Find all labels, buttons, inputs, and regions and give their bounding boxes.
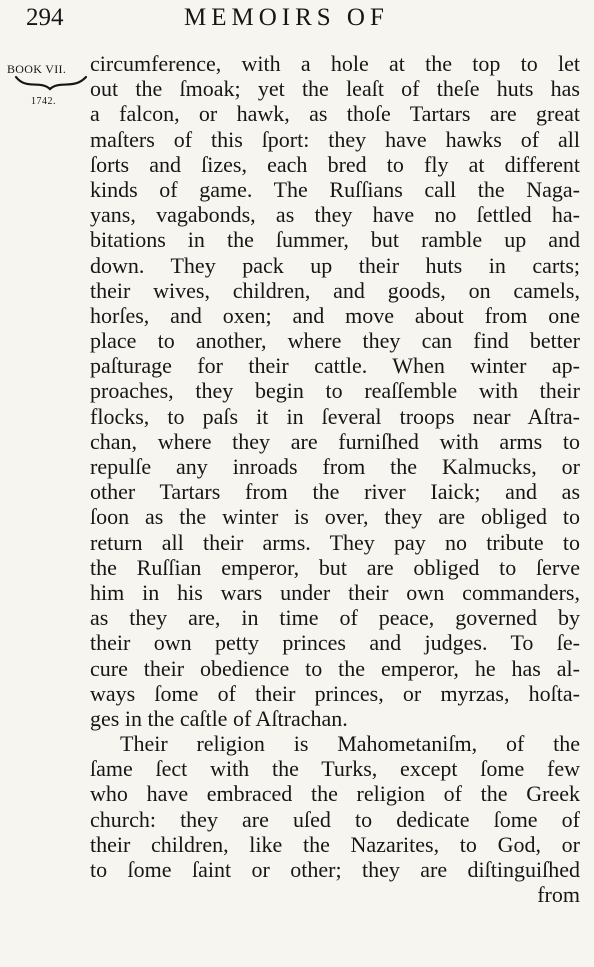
text-line-9: down. They pack up their huts in carts;	[90, 252, 580, 278]
text-line-15: flocks, to paſs it in ſeveral troops near Aſtra-	[90, 403, 580, 429]
text-line-21: the Ruſſian emperor, but are obliged to ſerve	[90, 554, 580, 580]
text-line-20: return all their arms. They pay no tribute to	[90, 529, 580, 555]
text-line-18: other Tartars from the river Iaick; and as	[90, 479, 580, 505]
text-line-31: church: they are uſed to dedicate ſome of	[90, 806, 580, 832]
text-line-29: ſame ſect with the Turks, except ſome few	[90, 756, 580, 782]
body-text	[90, 51, 580, 907]
text-line-11: horſes, and oxen; and move about from one	[90, 302, 580, 328]
text-line-4: maſters of this ſport: they have hawks of all	[90, 126, 580, 152]
text-line-25: cure their obedience to the emperor, he has al-	[90, 655, 580, 681]
text-line-5: ſorts and ſizes, each bred to fly at different	[90, 151, 580, 177]
text-line-27: ges in the caſtle of Aſtrachan.	[90, 705, 348, 731]
text-line-30: who have embraced the religion of the Greek	[90, 781, 580, 807]
margin-book-label: BOOK VII.	[7, 62, 67, 76]
text-line-3: a falcon, or hawk, as thoſe Tartars are great	[90, 101, 580, 127]
text-line-22: him in his wars under their own commanders,	[90, 579, 580, 605]
text-line-19: ſoon as the winter is over, they are obliged to	[90, 504, 580, 530]
text-line-16: chan, where they are furniſhed with arms to	[90, 428, 580, 454]
text-line-32: their children, like the Nazarites, to God, or	[90, 831, 580, 857]
text-line-7: yans, vagabonds, as they have no ſettled ha-	[90, 202, 580, 228]
text-line-10: their wives, children, and goods, on camels,	[90, 277, 580, 303]
text-line-2: out the ſmoak; yet the leaſt of theſe huts has	[90, 76, 580, 102]
running-head: MEMOIRS OF	[184, 4, 389, 31]
text-line-8: bitations in the ſummer, but ramble up and	[90, 227, 580, 253]
text-line-13: paſturage for their cattle. When winter ap-	[90, 353, 580, 379]
text-line-14: proaches, they begin to reaſſemble with their	[90, 378, 580, 404]
margin-year: 1742.	[31, 96, 56, 107]
text-line-26: ways ſome of their princes, or myrzas, hoſta-	[90, 680, 580, 706]
text-line-33: to ſome ſaint or other; they are diſtinguiſhed	[90, 857, 580, 882]
text-line-24: their own petty princes and judges. To ſe-	[90, 630, 580, 656]
text-line-17: repulſe any inroads from the Kalmucks, or	[90, 454, 580, 479]
text-line-28: Their religion is Mahometaniſm, of the	[120, 731, 580, 757]
text-line-1: circumference, with a hole at the top to let	[90, 51, 580, 76]
margin-brace-icon	[14, 73, 88, 95]
text-line-12: place to another, where they can find better	[90, 328, 580, 354]
text-line-6: kinds of game. The Ruſſians call the Naga-	[90, 176, 580, 202]
catchword: from	[537, 882, 580, 908]
page-number: 294	[26, 4, 64, 31]
text-line-23: as they are, in time of peace, governed by	[90, 605, 580, 631]
